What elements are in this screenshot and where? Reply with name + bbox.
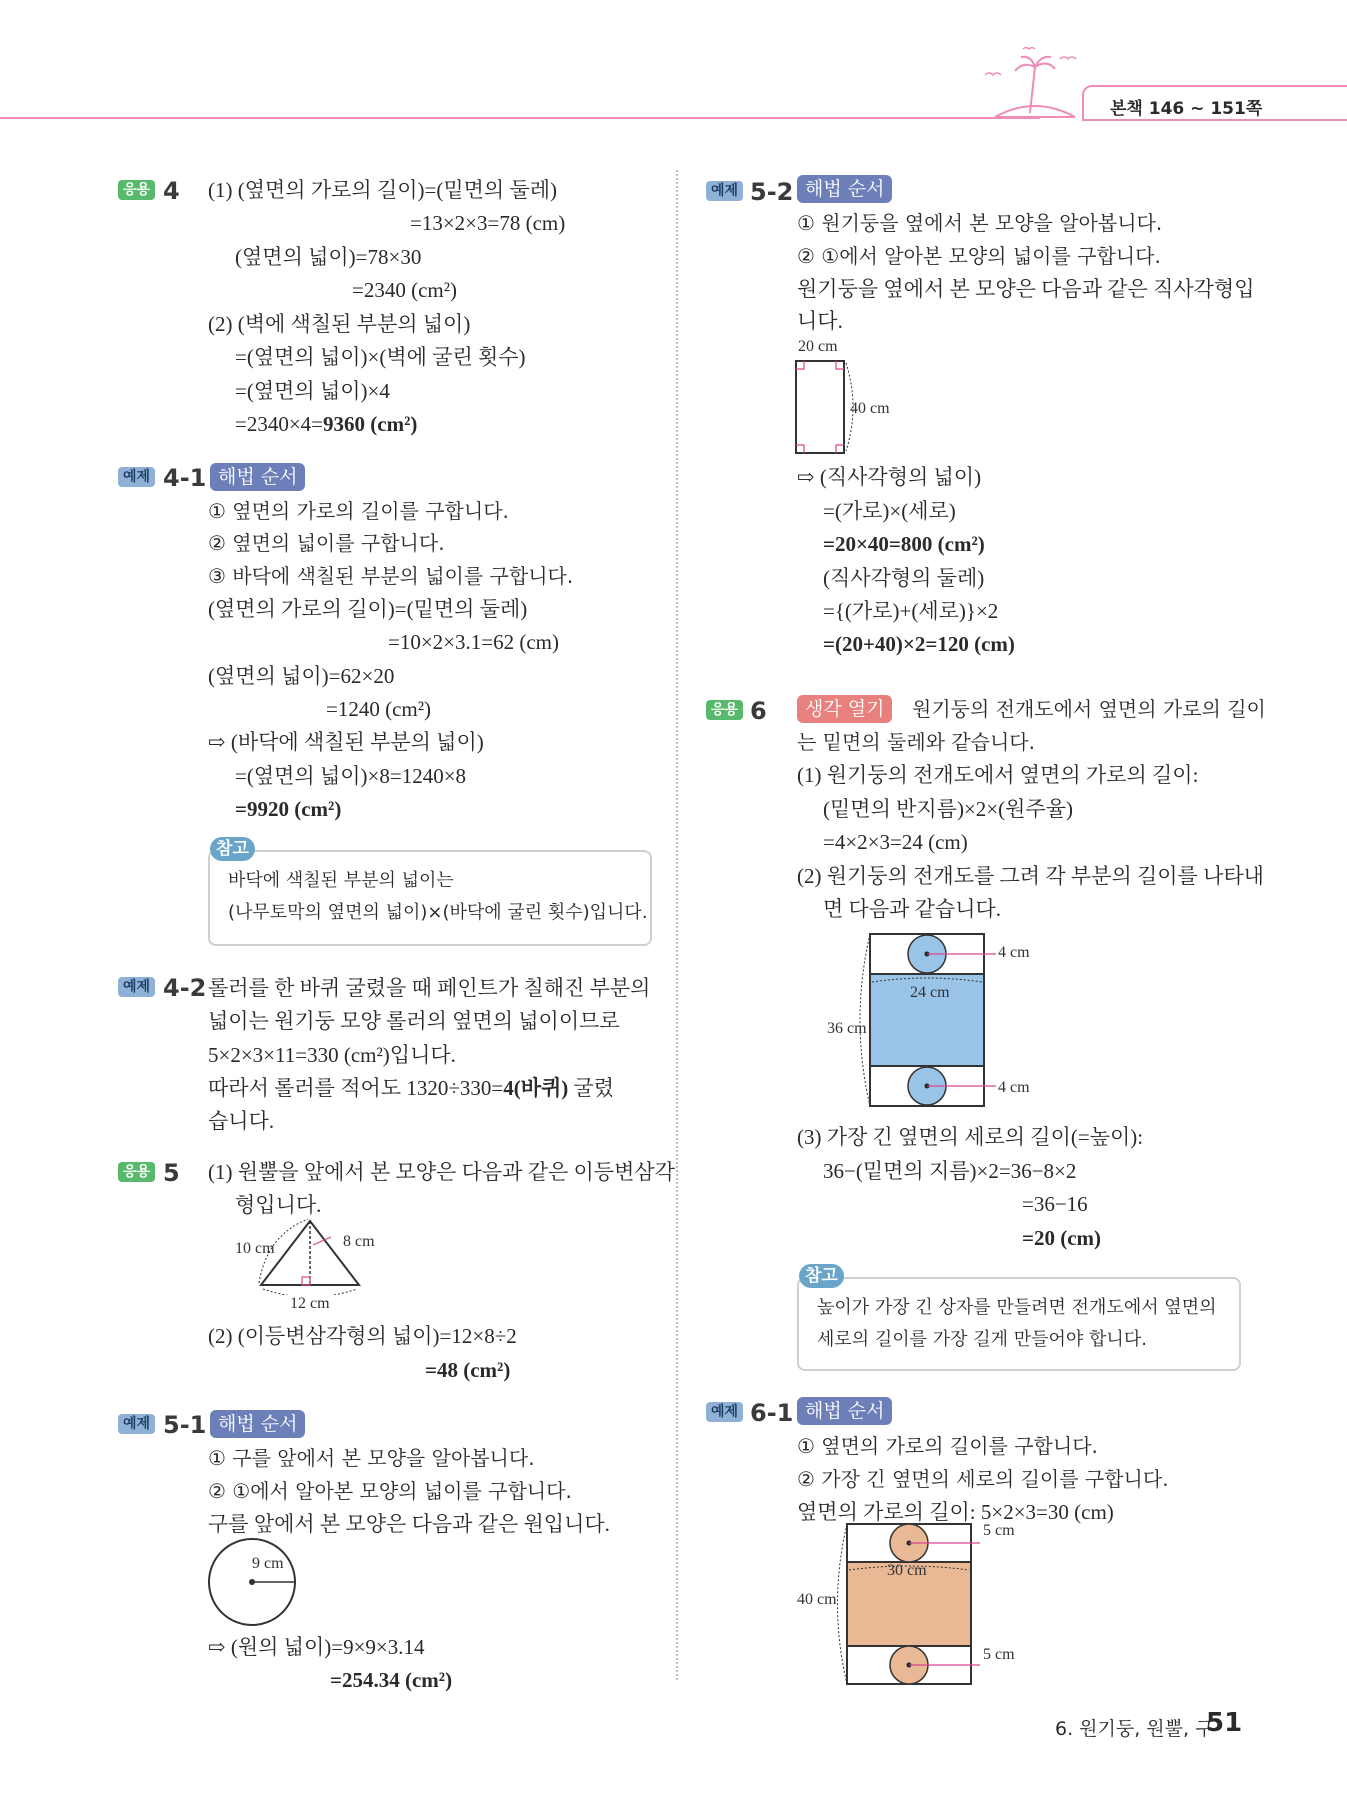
problem-number-6: 6 <box>750 697 767 725</box>
triangle-side-label: 10 cm <box>235 1240 275 1257</box>
p52-answer-perimeter: =(20+40)×2=120 (cm) <box>823 632 1015 656</box>
triangle-height-label: 8 cm <box>343 1233 375 1250</box>
cylinder-net-diagram-6 <box>850 930 1000 1110</box>
p61-line-3: 옆면의 가로의 길이: 5×2×3=30 (cm) <box>797 1500 1114 1524</box>
p5-line-1: (1) 원뿔을 앞에서 본 모양은 다음과 같은 이등변삼각 <box>208 1160 675 1184</box>
rectangle-height-label: 40 cm <box>850 400 890 417</box>
circle-radius-label: 9 cm <box>252 1555 284 1572</box>
p4-line-3: (옆면의 넓이)=78×30 <box>235 245 422 269</box>
p4-line-6: =(옆면의 넓이)×(벽에 굴린 횟수) <box>235 345 526 369</box>
p51-answer: =254.34 (cm²) <box>330 1668 453 1692</box>
rectangle-width-label: 20 cm <box>798 338 838 355</box>
p6-line-10: =36−16 <box>1022 1192 1088 1216</box>
problem-number-4-1: 4-1 <box>163 464 207 492</box>
problem-number-4: 4 <box>163 177 180 205</box>
p41-line-4: (옆면의 가로의 길이)=(밑면의 둘레) <box>208 597 528 621</box>
note-6-line-2: 세로의 길이를 가장 길게 만들어야 합니다. <box>817 1329 1147 1350</box>
p4-line-1: (1) (옆면의 가로의 길이)=(밑면의 둘레) <box>208 178 558 202</box>
p6-line-5: =4×2×3=24 (cm) <box>823 830 968 854</box>
p52-answer-area: =20×40=800 (cm²) <box>823 532 985 556</box>
pill-haebeop-6-1: 해법 순서 <box>797 1397 892 1425</box>
p51-line-2: ② ①에서 알아본 모양의 넓이를 구합니다. <box>208 1479 572 1503</box>
cylinder-net-diagram-6-1 <box>830 1520 990 1690</box>
p52-line-6: =(가로)×(세로) <box>823 499 956 523</box>
p52-line-2: ② ①에서 알아본 모양의 넓이를 구합니다. <box>797 244 1161 268</box>
tag-yeje-5-2: 예제 <box>706 181 743 201</box>
tag-yeje-4-2: 예제 <box>118 977 155 997</box>
p51-line-3: 구를 앞에서 본 모양은 다음과 같은 원입니다. <box>208 1512 610 1536</box>
p5-line-3: (2) (이등변삼각형의 넓이)=12×8÷2 <box>208 1324 517 1348</box>
note-4-1-line-1: 바닥에 색칠된 부분의 넓이는 <box>228 870 454 891</box>
p4-line-2: =13×2×3=78 (cm) <box>410 211 566 235</box>
net6-radius-top-label: 4 cm <box>998 944 1030 961</box>
p6-line-7: 면 다음과 같습니다. <box>823 897 1002 921</box>
column-divider <box>676 170 678 1680</box>
p41-line-9: =(옆면의 넓이)×8=1240×8 <box>235 764 467 788</box>
p41-line-5: =10×2×3.1=62 (cm) <box>388 630 560 654</box>
header-line <box>0 117 1040 119</box>
p6-line-3: (1) 원기둥의 전개도에서 옆면의 가로의 길이: <box>797 763 1199 787</box>
p42-line-1: 롤러를 한 바퀴 굴렸을 때 페인트가 칠해진 부분의 <box>208 976 651 1000</box>
p4-line-4: =2340 (cm²) <box>352 278 458 302</box>
pill-haebeop-4-1: 해법 순서 <box>210 463 305 491</box>
p42-line-3: 5×2×3×11=330 (cm²)입니다. <box>208 1043 456 1067</box>
p42-line-4-tail: 굴렸 <box>568 1076 615 1100</box>
net6-height-label: 36 cm <box>827 1020 867 1037</box>
p42-line-2: 넓이는 원기둥 모양 롤러의 옆면의 넓이이므로 <box>208 1009 620 1033</box>
net61-height-label: 40 cm <box>797 1591 837 1608</box>
p4-line-5: (2) (벽에 색칠된 부분의 넓이) <box>208 312 471 336</box>
p52-line-3: 원기둥을 옆에서 본 모양은 다음과 같은 직사각형입 <box>797 277 1255 301</box>
p6-line-4: (밑면의 반지름)×2×(원주율) <box>823 797 1073 821</box>
p5-answer: =48 (cm²) <box>425 1358 511 1382</box>
p41-line-1: ① 옆면의 가로의 길이를 구합니다. <box>208 499 509 523</box>
p5-line-2: 형입니다. <box>235 1193 322 1217</box>
p61-line-1: ① 옆면의 가로의 길이를 구합니다. <box>797 1434 1098 1458</box>
note-6-line-1: 높이가 가장 긴 상자를 만들려면 전개도에서 옆면의 <box>817 1297 1217 1318</box>
p4-line-8-expr: =2340×4= <box>235 412 324 436</box>
tag-eungyong-5: 응용 <box>118 1162 155 1182</box>
net6-radius-bottom-label: 4 cm <box>998 1079 1030 1096</box>
p6-line-6: (2) 원기둥의 전개도를 그려 각 부분의 길이를 나타내 <box>797 864 1264 888</box>
p41-line-8: ⇨ (바닥에 색칠된 부분의 넓이) <box>208 730 484 754</box>
footer-page-number: 51 <box>1206 1708 1243 1738</box>
net61-width-label: 30 cm <box>887 1562 927 1579</box>
p4-line-7: =(옆면의 넓이)×4 <box>235 379 390 403</box>
tag-yeje-4-1: 예제 <box>118 467 155 487</box>
pill-haebeop-5-1: 해법 순서 <box>210 1410 305 1438</box>
tag-eungyong-6: 응용 <box>706 700 743 720</box>
p51-line-1: ① 구를 앞에서 본 모양을 알아봅니다. <box>208 1446 535 1470</box>
note-4-1-line-2: (나무토막의 옆면의 넓이)×(바닥에 굴린 횟수)입니다. <box>228 902 648 923</box>
net61-radius-bottom-label: 5 cm <box>983 1646 1015 1663</box>
pill-saenggak-6: 생각 열기 <box>797 695 892 723</box>
triangle-base-label: 12 cm <box>290 1295 330 1312</box>
note-box-6 <box>797 1277 1241 1371</box>
p42-line-4-expr: 따라서 롤러를 적어도 1320÷330= <box>208 1076 504 1100</box>
problem-number-4-2: 4-2 <box>163 974 207 1002</box>
tag-eungyong-4: 응용 <box>118 180 155 200</box>
problem-number-5-1: 5-1 <box>163 1411 207 1439</box>
header-ref: 본책 146 ~ 151쪽 <box>1110 99 1263 119</box>
problem-number-5-2: 5-2 <box>750 178 794 206</box>
p41-line-7: =1240 (cm²) <box>326 697 432 721</box>
p41-line-2: ② 옆면의 넓이를 구합니다. <box>208 531 445 555</box>
p4-line-8 <box>235 409 417 439</box>
problem-number-6-1: 6-1 <box>750 1399 794 1427</box>
problem-number-5: 5 <box>163 1159 180 1187</box>
p42-line-5: 습니다. <box>208 1109 275 1133</box>
tag-yeje-5-1: 예제 <box>118 1414 155 1434</box>
p51-line-4: ⇨ (원의 넓이)=9×9×3.14 <box>208 1635 425 1659</box>
p41-line-3: ③ 바닥에 색칠된 부분의 넓이를 구합니다. <box>208 564 574 588</box>
island-palm-icon <box>975 45 1095 125</box>
tag-yeje-6-1: 예제 <box>706 1402 743 1422</box>
note-tag-4-1: 참고 <box>210 837 255 861</box>
p6-line-9: 36−(밑면의 지름)×2=36−8×2 <box>823 1159 1077 1183</box>
note-box-4-1 <box>208 850 652 946</box>
net61-radius-top-label: 5 cm <box>983 1522 1015 1539</box>
p52-line-4: 니다. <box>797 309 843 333</box>
p52-line-9: ={(가로)+(세로)}×2 <box>823 599 999 623</box>
p6-line-8: (3) 가장 긴 옆면의 세로의 길이(=높이): <box>797 1125 1144 1149</box>
p41-answer: =9920 (cm²) <box>235 797 342 821</box>
p6-line-2: 는 밑면의 둘레와 같습니다. <box>797 730 1035 754</box>
footer-chapter: 6. 원기둥, 원뿔, 구 <box>1055 1718 1214 1740</box>
note-tag-6: 참고 <box>799 1264 844 1288</box>
p42-answer: 4(바퀴) <box>503 1076 569 1100</box>
p61-line-2: ② 가장 긴 옆면의 세로의 길이를 구합니다. <box>797 1467 1169 1491</box>
p52-line-5: ⇨ (직사각형의 넓이) <box>797 465 982 489</box>
circle-diagram <box>205 1535 305 1630</box>
p52-line-1: ① 원기둥을 옆에서 본 모양을 알아봅니다. <box>797 211 1163 235</box>
p4-answer: 9360 (cm²) <box>323 412 418 436</box>
p52-line-8: (직사각형의 둘레) <box>823 566 985 590</box>
p41-line-6: (옆면의 넓이)=62×20 <box>208 664 395 688</box>
p42-line-4 <box>208 1073 614 1103</box>
p6-line-1: 원기둥의 전개도에서 옆면의 가로의 길이 <box>912 697 1266 721</box>
p6-answer: =20 (cm) <box>1022 1226 1102 1250</box>
pill-haebeop-5-2: 해법 순서 <box>797 175 892 203</box>
net6-width-label: 24 cm <box>910 984 950 1001</box>
